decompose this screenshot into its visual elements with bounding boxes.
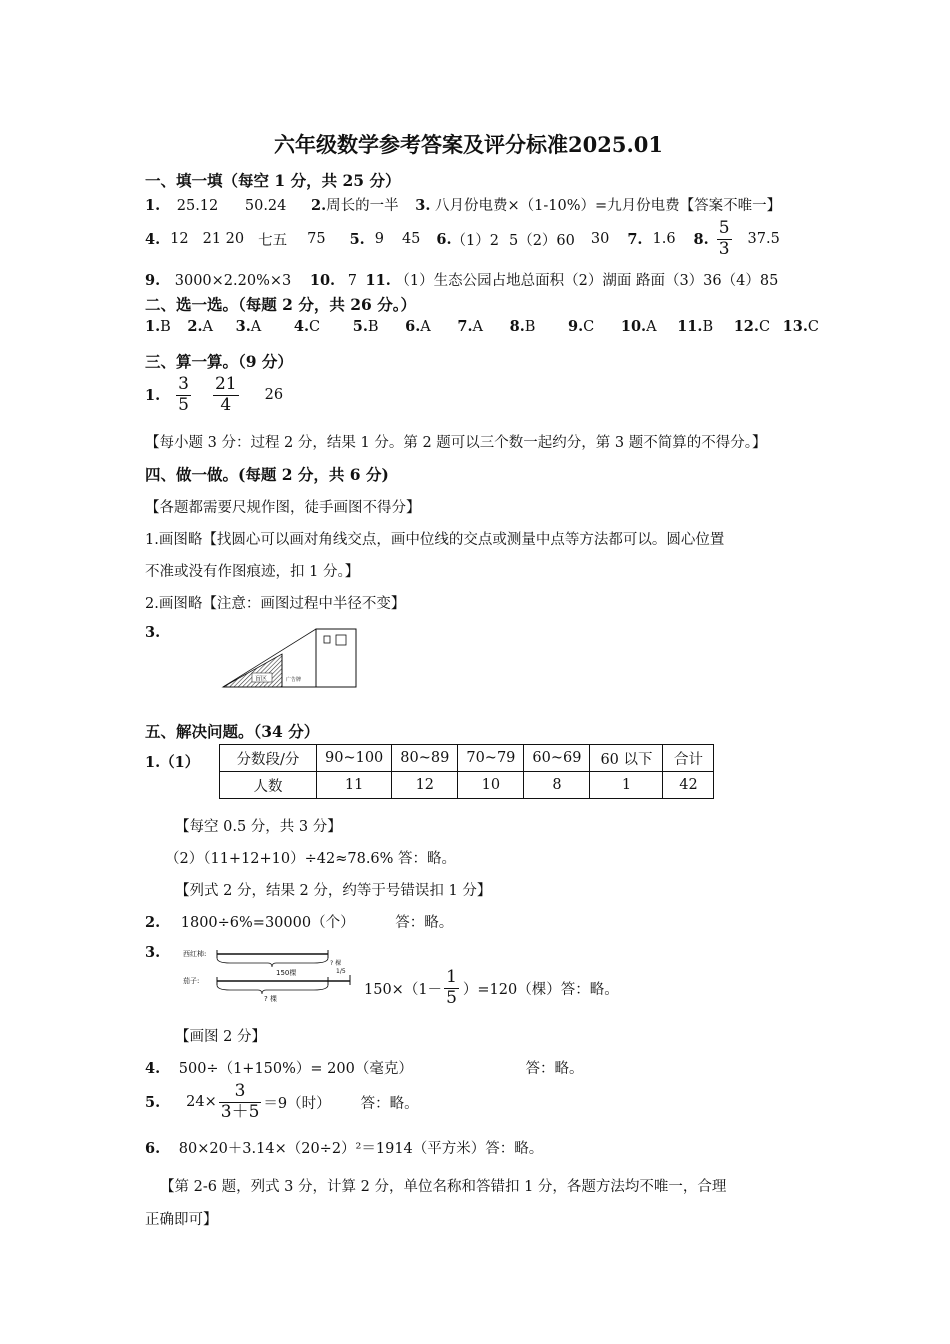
answer: B bbox=[524, 319, 536, 335]
answer: C bbox=[758, 319, 771, 335]
table-cell: 60~69 bbox=[524, 745, 590, 772]
table-cell: 90~100 bbox=[317, 745, 392, 772]
label-question: ? 棵 bbox=[330, 960, 342, 967]
score-table bbox=[219, 744, 714, 799]
q-number: 1. bbox=[145, 197, 161, 214]
s3-note: 【每小题 3 分：过程 2 分，结果 1 分。第 2 题可以三个数一起约分，第 3 题不简算的不得分。】 bbox=[145, 435, 767, 451]
q-number: 2. bbox=[145, 914, 161, 931]
table-cell: 人数 bbox=[220, 772, 317, 799]
q-number: 13. bbox=[782, 318, 808, 335]
answer: 45 bbox=[401, 231, 421, 247]
s5-q2 bbox=[145, 911, 453, 932]
answer: 答：略。 bbox=[360, 1095, 419, 1112]
line-segment-diagram bbox=[180, 944, 356, 1006]
table-cell: 1 bbox=[590, 772, 663, 799]
q-number: 7. bbox=[627, 230, 643, 248]
q-number: 12. bbox=[733, 318, 759, 335]
answer: 答：略。 bbox=[525, 1061, 584, 1077]
q-number: 4. bbox=[293, 318, 310, 335]
answer: C bbox=[309, 319, 321, 335]
q-number: 5. bbox=[352, 318, 368, 335]
s1-line-1 bbox=[145, 194, 781, 215]
q-number: 10. bbox=[620, 318, 647, 335]
label-150: 150棵 bbox=[276, 969, 297, 977]
table-cell: 70~79 bbox=[458, 745, 524, 772]
final-note-line2: 正确即可】 bbox=[145, 1212, 218, 1228]
brace-unknown bbox=[217, 985, 328, 994]
fraction bbox=[176, 375, 191, 415]
s4-q2: 2.画图略【注意：画图过程中半径不变】 bbox=[145, 596, 406, 612]
s5-q4 bbox=[145, 1057, 583, 1078]
answer: A bbox=[646, 319, 657, 335]
answer: 七五 bbox=[258, 232, 288, 249]
q-number: 2. bbox=[311, 197, 327, 214]
s4-q3-number: 3. bbox=[145, 624, 161, 641]
table-cell: 10 bbox=[458, 772, 524, 799]
section-3-heading: 三、算一算。（9 分） bbox=[145, 352, 293, 371]
s1-line-2 bbox=[145, 216, 780, 262]
answer: 答：略。 bbox=[395, 915, 454, 931]
s4-q1-line2: 不准或没有作图痕迹，扣 1 分。】 bbox=[145, 564, 360, 580]
answer: B bbox=[160, 319, 171, 335]
table-cell: 80~89 bbox=[392, 745, 458, 772]
q-number: 5. bbox=[145, 1093, 161, 1111]
s1-line-3 bbox=[145, 269, 778, 290]
answer: C bbox=[583, 319, 595, 335]
s4-q1-line1: 1.画图略【找圆心可以画对角线交点，画中位线的交点或测量中点等方法都可以。圆心位置 bbox=[145, 532, 725, 548]
answer: A bbox=[472, 319, 483, 335]
q-number: 6. bbox=[405, 318, 421, 335]
answer: 1800÷6%=30000（个） bbox=[180, 915, 355, 931]
table-cell: 11 bbox=[317, 772, 392, 799]
q-number: 11. bbox=[365, 272, 391, 289]
answer: 37.5 bbox=[747, 231, 780, 247]
q-number: 1. bbox=[145, 318, 161, 335]
answer: 八月份电费×（1-10%）=九月份电费【答案不唯一】 bbox=[435, 198, 782, 214]
s5-q1-note: 【每空 0.5 分，共 3 分】 bbox=[175, 819, 342, 835]
answer: 500÷（1+150%）= 200（毫克） bbox=[178, 1061, 413, 1077]
fraction-denominator: 5 bbox=[178, 394, 189, 415]
q-number: 10. bbox=[309, 272, 336, 289]
table-cell: 60 以下 bbox=[590, 745, 663, 772]
label-fraction: 1/5 bbox=[336, 968, 346, 975]
q-number: 5. bbox=[349, 230, 365, 248]
fraction-denominator: 4 bbox=[213, 395, 239, 416]
q-number: 11. bbox=[677, 318, 703, 335]
table-cell: 合计 bbox=[663, 745, 714, 772]
fraction-denominator: 3＋5 bbox=[220, 1101, 260, 1122]
blind-area-label: 盲区 bbox=[255, 675, 268, 683]
s5-q3-formula bbox=[364, 965, 619, 1011]
fraction-numerator: 3 bbox=[234, 1080, 246, 1101]
s5-q1-2-note: 【列式 2 分，结果 2 分，约等于号错误扣 1 分】 bbox=[175, 883, 492, 899]
q-number: 6. bbox=[145, 1140, 161, 1157]
answer: 80×20＋3.14×（20÷2）²＝1914（平方米）答：略。 bbox=[178, 1141, 544, 1157]
formula-part: 150×（1－ bbox=[364, 981, 443, 998]
answer: 25.12 bbox=[176, 198, 219, 214]
fraction-numerator: 1 bbox=[446, 966, 457, 987]
formula-part: ＝9（时） bbox=[263, 1095, 331, 1112]
answer: 30 bbox=[590, 231, 610, 247]
answer: （1）2 bbox=[451, 232, 499, 249]
fraction bbox=[213, 375, 239, 415]
q-number: 6. bbox=[436, 230, 452, 248]
section-2-heading: 二、选一选。（每题 2 分，共 26 分。） bbox=[145, 295, 416, 314]
fraction-numerator: 21 bbox=[214, 373, 237, 394]
section-5-heading: 五、解决问题。（34 分） bbox=[145, 722, 320, 741]
eggplant-label: 茄子: bbox=[183, 977, 200, 985]
answer: A bbox=[420, 319, 431, 335]
fraction bbox=[717, 219, 732, 259]
answer: 26 bbox=[264, 387, 284, 403]
answer: 3000×2.20%×3 bbox=[174, 273, 292, 289]
answer: A bbox=[250, 319, 262, 335]
label-question: ? 棵 bbox=[264, 995, 277, 1003]
q-number: 7. bbox=[457, 318, 473, 335]
table-row bbox=[220, 772, 714, 799]
section-4-heading: 四、做一做。(每题 2 分，共 6 分) bbox=[145, 465, 389, 484]
answer: 7 bbox=[347, 273, 357, 289]
fraction-numerator: 5 bbox=[718, 217, 730, 238]
s5-q6 bbox=[145, 1137, 543, 1158]
s5-q5 bbox=[145, 1076, 419, 1128]
s5-q1-2: （2）（11+12+10）÷42≈78.6% 答：略。 bbox=[165, 851, 457, 867]
answer: B bbox=[367, 319, 379, 335]
q-number: 3. bbox=[415, 197, 431, 214]
s5-q3-note: 【画图 2 分】 bbox=[175, 1029, 266, 1045]
s5-q1-label: 1.（1） bbox=[145, 754, 200, 771]
q-number: 8. bbox=[509, 318, 525, 335]
s4-note: 【各题都需要尺规作图，徒手画图不得分】 bbox=[145, 500, 421, 516]
q-number: 4. bbox=[145, 1060, 161, 1077]
q-number: 1. bbox=[145, 386, 161, 404]
q-number: 3. bbox=[235, 318, 251, 335]
answer: 5（2）60 bbox=[508, 232, 575, 249]
answer: C bbox=[807, 319, 819, 335]
answer: 21 20 bbox=[202, 231, 245, 247]
window bbox=[324, 636, 330, 643]
fraction bbox=[219, 1082, 262, 1122]
answer: 周长的一半 bbox=[326, 198, 399, 214]
q-number: 2. bbox=[187, 318, 203, 335]
answer: 50.24 bbox=[244, 198, 287, 214]
tomato-label: 西红柿: bbox=[183, 950, 207, 958]
table-cell: 8 bbox=[524, 772, 590, 799]
q-number: 9. bbox=[145, 272, 161, 289]
answer: A bbox=[202, 319, 214, 335]
billboard-label: 广告牌 bbox=[286, 677, 302, 683]
table-header-row bbox=[220, 745, 714, 772]
table-cell: 42 bbox=[663, 772, 714, 799]
answer: 75 bbox=[307, 231, 326, 247]
answer: 12 bbox=[170, 231, 189, 247]
q-number: 9. bbox=[568, 318, 584, 335]
s3-answers bbox=[145, 372, 283, 418]
s2-answers bbox=[145, 318, 819, 335]
answer: B bbox=[702, 319, 714, 335]
fraction bbox=[444, 968, 459, 1008]
answer: 9 bbox=[374, 231, 384, 247]
table-cell: 12 bbox=[392, 772, 458, 799]
formula-part: 24× bbox=[186, 1094, 217, 1110]
brace-150 bbox=[217, 958, 328, 967]
final-note-line1: 【第 2-6 题，列式 3 分，计算 2 分，单位名称和答错扣 1 分，各题方法均不唯一，合理 bbox=[160, 1179, 727, 1195]
table-cell: 分数段/分 bbox=[220, 745, 317, 772]
fraction-denominator: 5 bbox=[446, 987, 457, 1008]
q-number: 4. bbox=[145, 230, 161, 248]
q-number: 3. bbox=[145, 944, 161, 961]
q-number: 8. bbox=[693, 230, 709, 248]
window bbox=[336, 635, 346, 645]
fraction-denominator: 3 bbox=[718, 238, 730, 259]
section-1-heading: 一、填一填（每空 1 分，共 25 分） bbox=[145, 171, 401, 190]
blind-area-diagram bbox=[220, 624, 362, 690]
answer: 1.6 bbox=[652, 231, 676, 247]
fraction-numerator: 3 bbox=[178, 373, 189, 394]
formula-part: ）=120（棵）答：略。 bbox=[462, 981, 619, 998]
page-title: 六年级数学参考答案及评分标准2025.01 bbox=[274, 132, 663, 157]
answer: （1）生态公园占地总面积（2）湖面 路面（3）36（4）85 bbox=[395, 273, 779, 289]
